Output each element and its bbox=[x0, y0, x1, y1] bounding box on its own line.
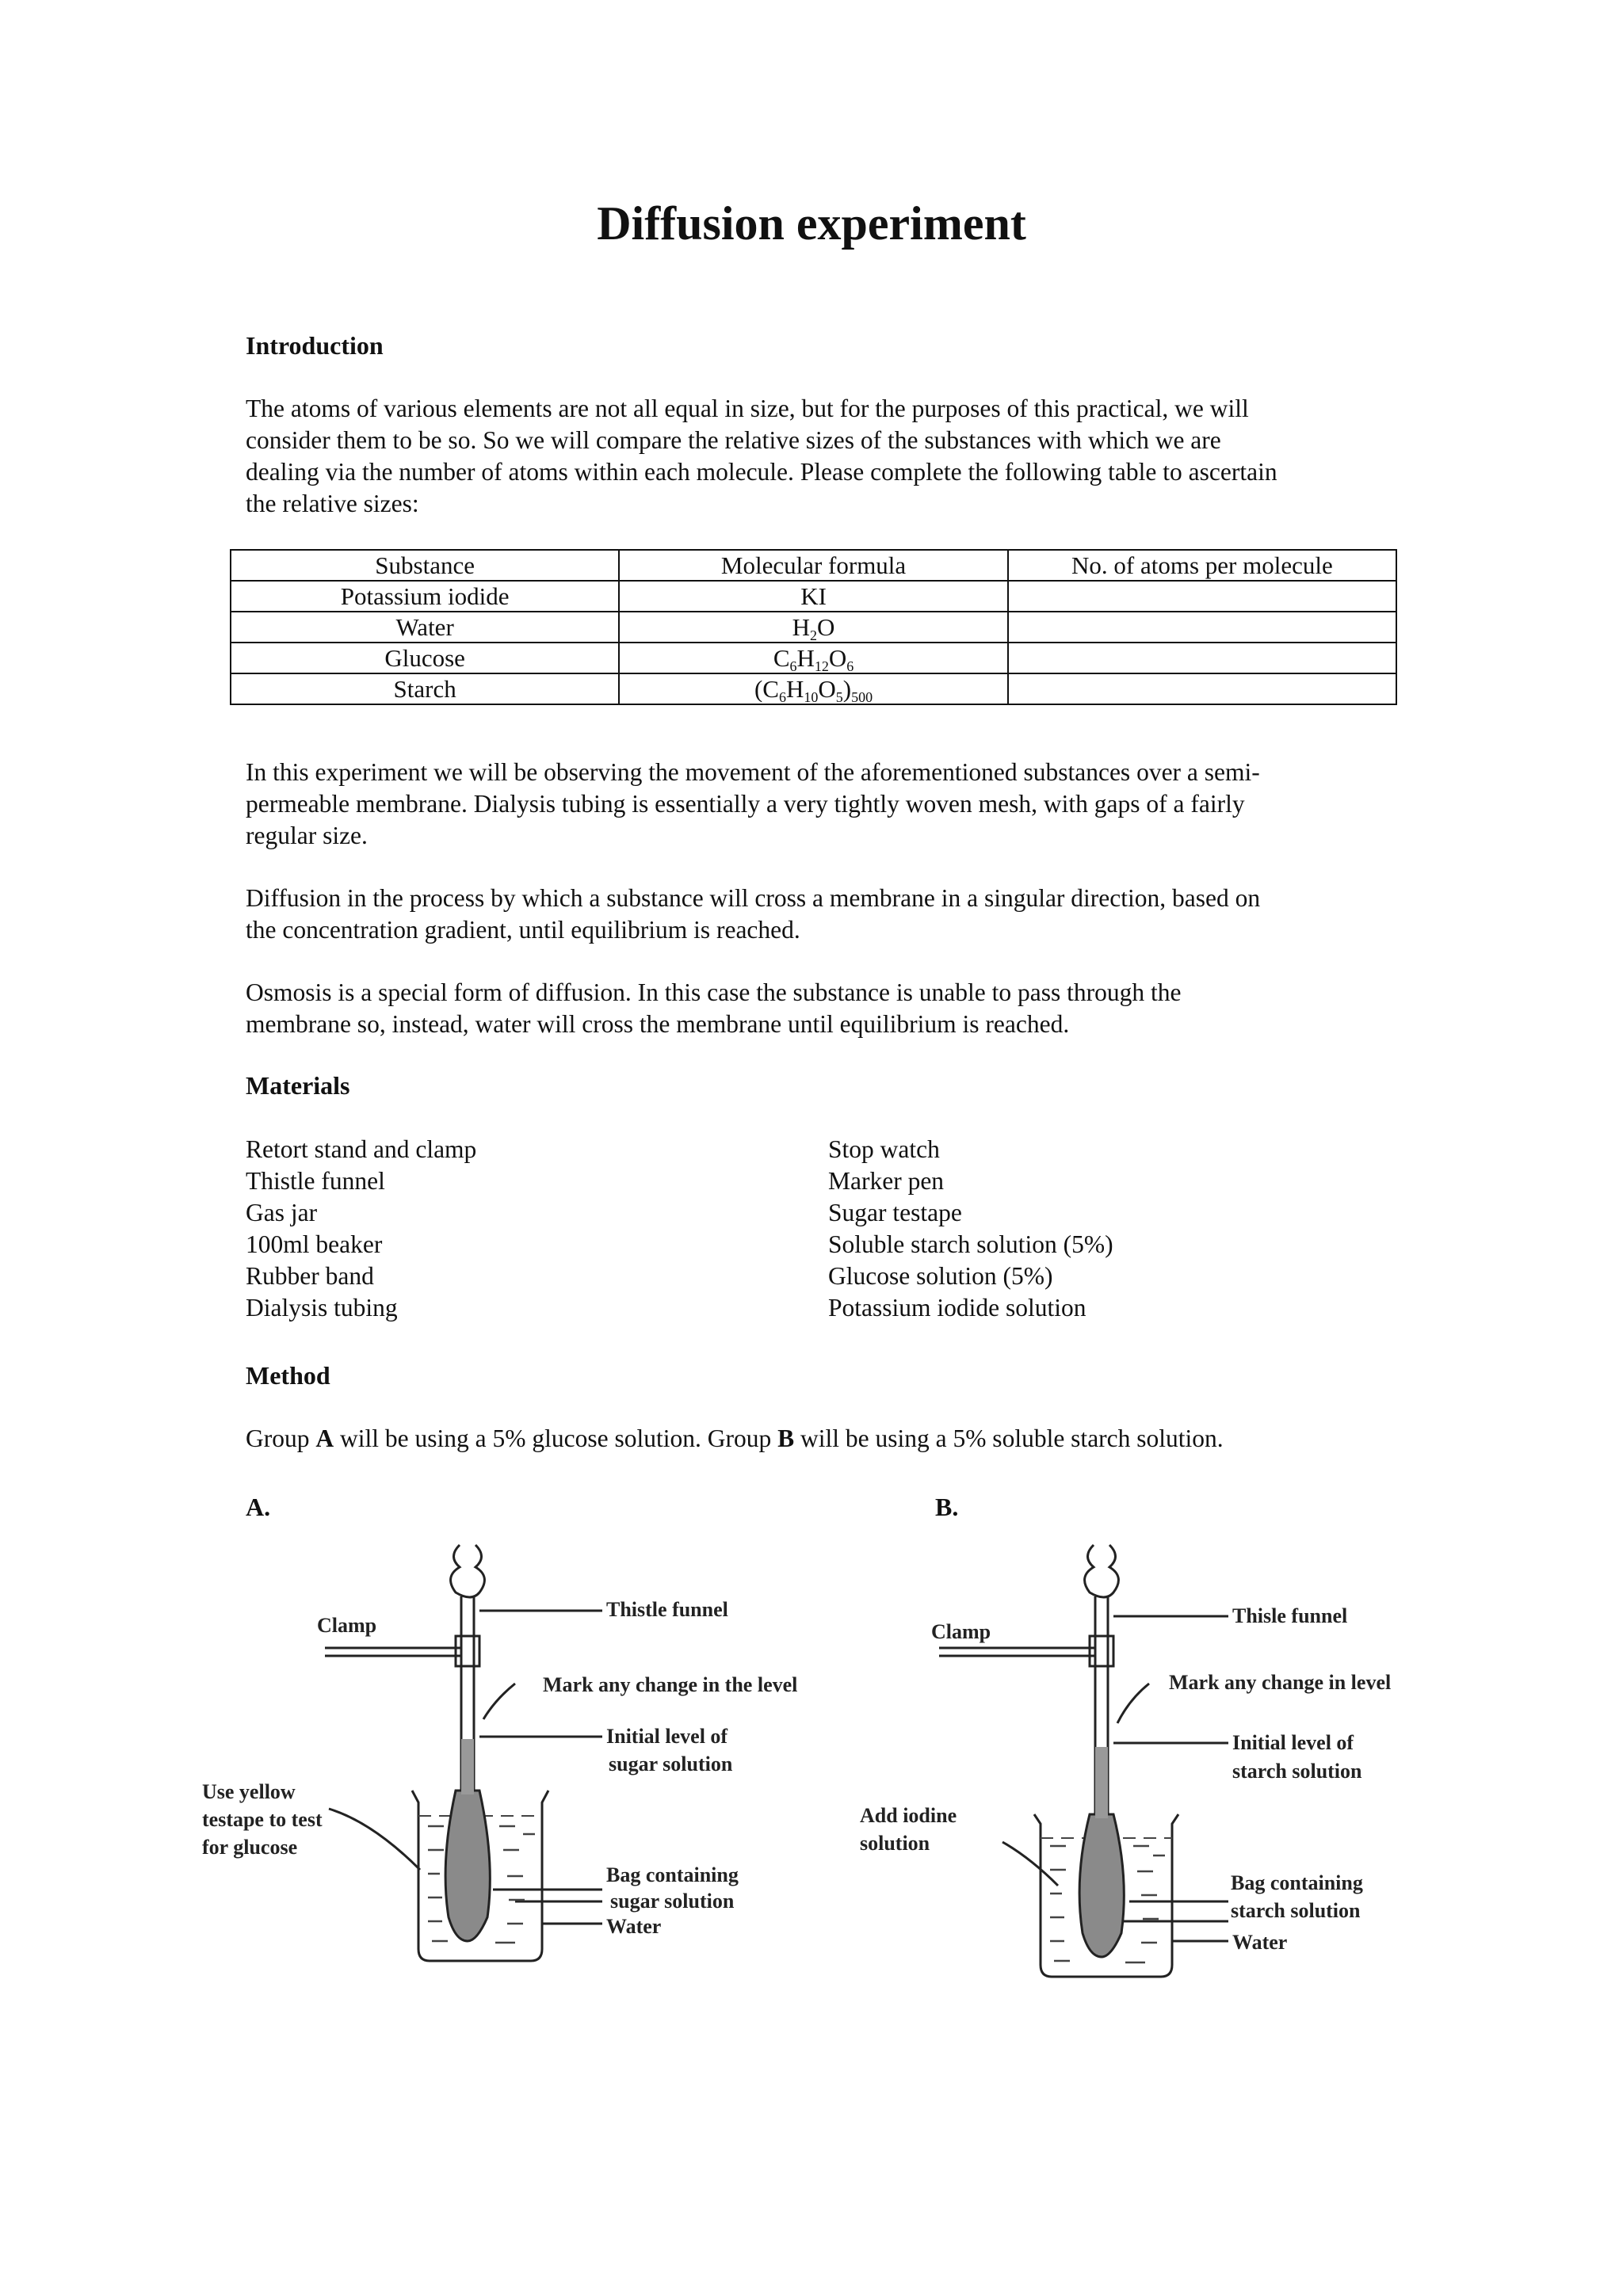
bag-label: Bag containing bbox=[606, 1863, 739, 1886]
text-line: Diffusion in the process by which a substance will cross a membrane in a singular direction, based on bbox=[246, 884, 1261, 912]
table-header: Molecular formula bbox=[619, 550, 1007, 581]
table-row bbox=[231, 673, 1396, 704]
materials-list-left bbox=[246, 1134, 476, 1324]
text-line: the relative sizes: bbox=[246, 490, 419, 517]
initial-level-label: sugar solution bbox=[609, 1753, 733, 1775]
thistle-funnel-icon bbox=[1085, 1545, 1119, 1597]
list-item: 100ml beaker bbox=[246, 1230, 383, 1258]
diagram-b-label: B. bbox=[935, 1493, 959, 1521]
testape-arrow bbox=[329, 1809, 420, 1870]
list-item: Rubber band bbox=[246, 1262, 374, 1290]
water-label: Water bbox=[606, 1915, 662, 1938]
iodine-label: Add iodine bbox=[860, 1804, 957, 1827]
table-row bbox=[231, 643, 1396, 673]
substance-cell: Glucose bbox=[231, 643, 619, 673]
table-header: Substance bbox=[231, 550, 619, 581]
method-heading: Method bbox=[246, 1361, 330, 1390]
materials-heading: Materials bbox=[246, 1071, 350, 1100]
thistle-label: Thistle funnel bbox=[606, 1598, 728, 1621]
thistle-label: Thisle funnel bbox=[1232, 1604, 1348, 1627]
clamp-icon bbox=[456, 1636, 479, 1666]
group-a-label: A bbox=[315, 1425, 334, 1452]
bag-label: starch solution bbox=[1231, 1899, 1361, 1922]
list-item: Stop watch bbox=[828, 1135, 940, 1163]
mark-label: Mark any change in level bbox=[1169, 1671, 1392, 1694]
list-item: Soluble starch solution (5%) bbox=[828, 1230, 1113, 1258]
formula-cell: $(C_6H_{10}O_5)_{500}$ bbox=[619, 673, 1007, 704]
substance-cell: Potassium iodide bbox=[231, 581, 619, 612]
list-item: Dialysis tubing bbox=[246, 1294, 398, 1322]
text-line: Osmosis is a special form of diffusion. In this case the substance is unable to pass through the bbox=[246, 978, 1182, 1006]
formula-cell: $C_6H_{12}O_6$ bbox=[619, 643, 1007, 673]
introduction-paragraph-2 bbox=[246, 757, 1403, 852]
sugar-solution-column bbox=[461, 1739, 474, 1794]
text-fragment: will be using a 5% glucose solution. Group bbox=[334, 1425, 778, 1452]
list-item: Gas jar bbox=[246, 1199, 318, 1226]
bag-label: Bag containing bbox=[1231, 1871, 1363, 1894]
text-line: consider them to be so. So we will compare the relative sizes of the substances with which we are bbox=[246, 426, 1221, 454]
mark-arrow bbox=[1117, 1684, 1149, 1723]
initial-level-label: Initial level of bbox=[1232, 1731, 1354, 1754]
starch-solution-column bbox=[1095, 1747, 1108, 1818]
text-line: regular size. bbox=[246, 822, 368, 849]
atoms-cell[interactable] bbox=[1008, 612, 1396, 643]
testape-label: testape to test bbox=[202, 1808, 323, 1831]
text-line: the concentration gradient, until equilibrium is reached. bbox=[246, 916, 800, 944]
introduction-paragraph-3 bbox=[246, 883, 1403, 946]
list-item: Potassium iodide solution bbox=[828, 1294, 1086, 1322]
substance-table bbox=[230, 549, 1397, 705]
introduction-heading: Introduction bbox=[246, 331, 384, 360]
formula-cell: $H_2O$ bbox=[619, 612, 1007, 643]
table-row bbox=[231, 581, 1396, 612]
method-intro bbox=[246, 1423, 1403, 1455]
text-line: permeable membrane. Dialysis tubing is essentially a very tightly woven mesh, with gaps of a fairly bbox=[246, 790, 1245, 818]
table-row bbox=[231, 612, 1396, 643]
list-item: Glucose solution (5%) bbox=[828, 1262, 1053, 1290]
text-fragment: will be using a 5% soluble starch solution. bbox=[794, 1425, 1224, 1452]
page-title: Diffusion experiment bbox=[597, 197, 1026, 250]
substance-cell: Water bbox=[231, 612, 619, 643]
text-line: membrane so, instead, water will cross the membrane until equilibrium is reached. bbox=[246, 1010, 1070, 1038]
clamp-label: Clamp bbox=[317, 1614, 377, 1637]
initial-level-label: starch solution bbox=[1232, 1760, 1362, 1783]
testape-label: Use yellow bbox=[202, 1780, 296, 1803]
thistle-funnel-icon bbox=[451, 1545, 485, 1597]
dialysis-bag-icon bbox=[1079, 1814, 1124, 1957]
testape-label: for glucose bbox=[202, 1836, 298, 1859]
water-label: Water bbox=[1232, 1931, 1288, 1954]
clamp-label: Clamp bbox=[931, 1620, 991, 1643]
table-header-row bbox=[231, 550, 1396, 581]
diagram-b bbox=[856, 1529, 1569, 1989]
text-line: In this experiment we will be observing the movement of the aforementioned substances over a semi- bbox=[246, 758, 1260, 786]
dialysis-bag-icon bbox=[445, 1791, 490, 1941]
bag-label: sugar solution bbox=[610, 1890, 735, 1913]
text-line: dealing via the number of atoms within each molecule. Please complete the following table to ascertain bbox=[246, 458, 1277, 486]
initial-level-label: Initial level of bbox=[606, 1725, 728, 1748]
table-header: No. of atoms per molecule bbox=[1008, 550, 1396, 581]
text-line: The atoms of various elements are not all equal in size, but for the purposes of this practical, we will bbox=[246, 395, 1249, 422]
list-item: Retort stand and clamp bbox=[246, 1135, 477, 1163]
introduction-paragraph-1 bbox=[246, 393, 1403, 520]
text-fragment: Group bbox=[246, 1425, 316, 1452]
diagram-a-label: A. bbox=[246, 1493, 271, 1521]
iodine-arrow bbox=[1002, 1842, 1058, 1886]
iodine-label: solution bbox=[860, 1832, 930, 1855]
clamp-icon bbox=[1090, 1636, 1113, 1666]
group-b-label: B bbox=[777, 1425, 795, 1452]
atoms-cell[interactable] bbox=[1008, 581, 1396, 612]
list-item: Marker pen bbox=[828, 1167, 945, 1195]
mark-label: Mark any change in the level bbox=[543, 1673, 798, 1696]
introduction-paragraph-4 bbox=[246, 977, 1403, 1040]
atoms-cell[interactable] bbox=[1008, 643, 1396, 673]
atoms-cell[interactable] bbox=[1008, 673, 1396, 704]
substance-cell: Starch bbox=[231, 673, 619, 704]
mark-arrow bbox=[483, 1684, 515, 1719]
formula-cell: KI bbox=[619, 581, 1007, 612]
materials-list-right bbox=[828, 1134, 1113, 1324]
list-item: Thistle funnel bbox=[246, 1167, 385, 1195]
list-item: Sugar testape bbox=[828, 1199, 962, 1226]
diagram-a bbox=[182, 1529, 896, 1973]
